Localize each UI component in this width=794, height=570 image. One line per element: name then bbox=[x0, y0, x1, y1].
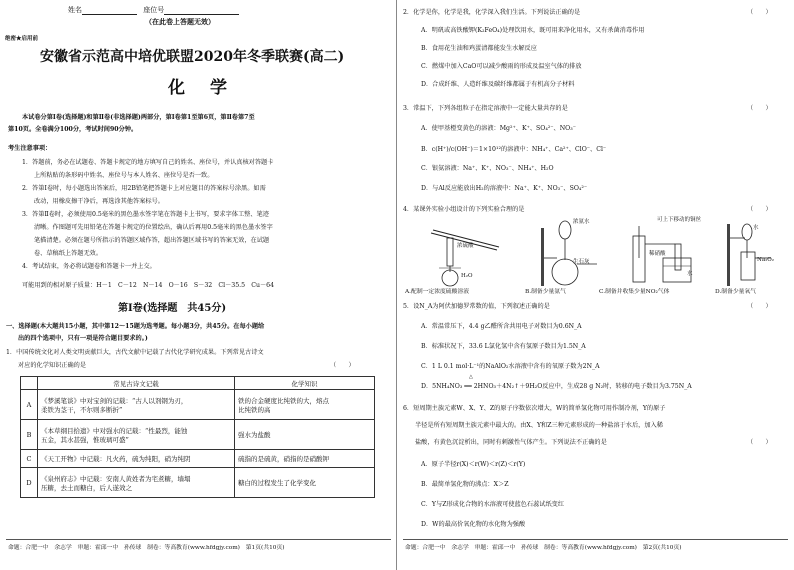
q4-stem: 4．某课外实验小组设计的下列实验合理的是 bbox=[403, 206, 525, 213]
q1-stem-line-1: 1．中国传统文化对人类文明贡献巨大，古代文献中记载了古代化学研究成果。下列常见古诗文 bbox=[6, 349, 264, 356]
cell-line: 强水为盐酸 bbox=[238, 431, 271, 439]
name-blank[interactable] bbox=[82, 6, 137, 15]
q3-option: C．银氨溶液：Na⁺、K⁺、NO₃⁻、NH₄⁺、H₂O bbox=[421, 165, 554, 172]
table-row bbox=[21, 450, 375, 468]
apparatus-d-water: 水 bbox=[753, 225, 759, 231]
q5-stem: 5．设N_A为阿伏加德罗常数的值，下列叙述正确的是 bbox=[403, 303, 550, 310]
exam-title: 安徽省示范高中培优联盟2020年冬季联赛(高二) bbox=[40, 49, 345, 65]
table-row bbox=[21, 468, 375, 498]
q5-answer-paren: （ ） bbox=[747, 303, 772, 310]
name-label: 姓名 bbox=[68, 6, 82, 14]
apparatus-caption-d: D.制备少量氧气 bbox=[715, 289, 757, 295]
q6-stem-line-2: 半径是所有短周期主族元素中最大的。由X、Y和Z三种元素形成的一种盐溶于水后，加入稀 bbox=[415, 422, 663, 429]
q3-answer-paren: （ ） bbox=[747, 105, 772, 112]
section1-desc-1: 一、选择题(本大题共15小题，其中第12～15题为选考题。每小题3分，共45分。在每小题给 bbox=[6, 323, 265, 330]
q6-stem-line-3: 盐酸，有黄色沉淀析出，同时有刺激性气体产生。下列说法不正确的是 bbox=[415, 439, 607, 446]
table-cell bbox=[235, 468, 375, 498]
q3-option: A．使甲基橙变黄色的溶液：Mg²⁺、K⁺、SO₄²⁻、NO₃⁻ bbox=[421, 125, 576, 132]
q6-answer-paren: （ ） bbox=[747, 439, 772, 446]
q5-option: B．标准状况下，33.6 L氯化氢中含有氢原子数目为1.5N_A bbox=[421, 343, 586, 350]
intro-line-1: 本试卷分第Ⅰ卷(选择题)和第Ⅱ卷(非选择题)两部分，第Ⅰ卷第1至第6页，第Ⅱ卷第7至 bbox=[22, 114, 255, 121]
exam-note: （在此卷上答题无效） bbox=[145, 17, 215, 26]
q5-option: D．5NH₄NO₃ ══ 2HNO₃＋4N₂↑＋9H₂O反应中，生成28 g N₂时，转移的电子数目为3.75N_A bbox=[421, 383, 692, 390]
secret-label: 绝密★启用前 bbox=[5, 36, 39, 42]
q4-answer-paren: （ ） bbox=[747, 206, 772, 213]
q2-option: C．燃煤中加入CaO可以减少酸雨的形成及温室气体的排放 bbox=[421, 63, 582, 70]
q6-option: B．最简单氢化物的沸点：X＞Z bbox=[421, 481, 509, 488]
apparatus-caption-c: C.制备并收集少量NO₂气体 bbox=[599, 289, 670, 295]
q2-answer-paren: （ ） bbox=[747, 9, 772, 16]
q3-option: D．与Al反应能放出H₂的溶液中：Na⁺、K⁺、NO₃⁻、SO₄²⁻ bbox=[421, 185, 588, 192]
q1-table bbox=[20, 376, 375, 498]
table-option: D bbox=[21, 468, 38, 498]
q2-option: D．合成纤维、人造纤维及碳纤维都属于有机高分子材料 bbox=[421, 81, 575, 88]
note-line: 1．答题前，务必在试题卷、答题卡规定的地方填写自己的姓名、座位号，并认真核对答题卡 bbox=[22, 159, 274, 166]
q6-option: D．W的最高价氧化物的水化物为强酸 bbox=[421, 521, 526, 528]
page-footer: 命题：合肥一中 余志学 审题：霍邱一中 孙传球 制卷：等高教育(www.hfdgjy.com) 第1页(共10页) bbox=[8, 545, 285, 551]
cell-line: 五金，其水甚强，惟玻璃可盛” bbox=[41, 435, 129, 444]
apparatus-b-reagent: 浓氨水 bbox=[573, 219, 590, 225]
table-cell bbox=[38, 450, 235, 468]
cell-line: 《梦溪笔谈》中对宝剑的记载：“古人以剂钢为刃， bbox=[41, 396, 188, 405]
cell-line: 糖白的过程发生了化学变化 bbox=[238, 479, 316, 487]
apparatus-d-diagram bbox=[717, 218, 787, 290]
note-line: 卷、草稿纸上答题无效。 bbox=[34, 250, 103, 257]
cell-line: 柔铁为茎干，不尔则多断折” bbox=[41, 405, 123, 414]
intro-line-2: 第10页。全卷满分100分，考试时间90分钟。 bbox=[8, 126, 138, 133]
cell-line: 硫指的是硫黄，硝指的是硝酸钾 bbox=[238, 455, 329, 463]
subject-title: 化 学 bbox=[168, 78, 231, 98]
q2-option: A．明矾或高铁酸钾(K₂FeO₄)处理饮用水，既可用来净化用水，又有杀菌消毒作用 bbox=[421, 27, 645, 34]
table-cell bbox=[235, 420, 375, 450]
footer-divider bbox=[403, 539, 788, 540]
q6-stem-line-1: 6．短周期主族元素W、X、Y、Z的原子序数依次增大，W的简单氢化物可用作制冷剂，Y的原子 bbox=[403, 405, 666, 412]
table-cell bbox=[38, 468, 235, 498]
q3-stem: 3．常温下，下列各组粒子在指定溶液中一定能大量共存的是 bbox=[403, 105, 568, 112]
table-header: 常见古诗文记载 bbox=[38, 377, 235, 390]
seat-label: 座位号 bbox=[143, 6, 165, 14]
q5-option: A．常温常压下，4.4 g乙醛所含共用电子对数目为0.6N_A bbox=[421, 323, 582, 330]
notes-title: 考生注意事项： bbox=[8, 145, 52, 152]
right-page bbox=[397, 0, 794, 570]
table-cell bbox=[38, 390, 235, 420]
cell-line: 比纯铁的高 bbox=[238, 405, 271, 414]
apparatus-d-solid: Na₂O₂ bbox=[757, 257, 775, 263]
page-footer: 命题：合肥一中 余志学 审题：霍邱一中 孙传球 制卷：等高教育(www.hfdgjy.com) 第2页(共10页) bbox=[405, 545, 682, 551]
cell-line: 《泉州府志》中记载：安南人黄姓者为宅煮糖，墙塌 bbox=[41, 474, 191, 483]
table-row bbox=[21, 390, 375, 420]
q1-answer-paren: （ ） bbox=[330, 362, 355, 369]
apparatus-caption-a: A.配制一定浓度硫酸溶液 bbox=[405, 289, 469, 295]
cell-line: 铁的合金硬度比纯铁的大，熔点 bbox=[238, 396, 329, 405]
section1-desc-2: 出的四个选项中，只有一项是符合题目要求的。) bbox=[18, 335, 148, 342]
apparatus-c-water: 水 bbox=[687, 271, 693, 277]
note-line: 上所粘贴的条形码中姓名、座位号与本人姓名、座位号是否一致。 bbox=[34, 172, 214, 179]
apparatus-b-solid: 生石灰 bbox=[573, 259, 590, 265]
table-row bbox=[21, 420, 375, 450]
apparatus-c-acid: 稀硝酸 bbox=[649, 251, 666, 257]
table-cell bbox=[235, 390, 375, 420]
atomic-masses: 可能用到的相对原子质量：H－1 C－12 N－14 O－16 S－32 Cl－35.5 Cu－64 bbox=[22, 282, 275, 289]
note-line: 3．答第Ⅱ卷时，必须使用0.5毫米的黑色墨水签字笔在答题卡上书写，要求字体工整、笔迹 bbox=[22, 211, 269, 218]
q5-option: C．1 L 0.1 mol·L⁻¹的NaAlO₂水溶液中含有的氧原子数为2N_A bbox=[421, 363, 600, 370]
note-line: 清晰。作图题可先用铅笔在答题卡规定的位置绘出，确认后再用0.5毫米的黑色墨水签字 bbox=[34, 224, 273, 231]
table-option: C bbox=[21, 450, 38, 468]
note-line: 4．考试结束，务必将试题卷和答题卡一并上交。 bbox=[22, 263, 156, 270]
footer-divider bbox=[6, 539, 391, 540]
note-line: 笔描清楚。必须在题号所指示的答题区域作答，超出答题区域书写的答案无效，在试题 bbox=[34, 237, 270, 244]
section1-title: 第Ⅰ卷(选择题 共45分) bbox=[118, 303, 227, 314]
table-corner bbox=[21, 377, 38, 390]
q6-option: C．Y与Z形成化合物的水溶液可使蓝色石蕊试纸变红 bbox=[421, 501, 565, 508]
apparatus-caption-b: B.制备少量氨气 bbox=[525, 289, 566, 295]
q5-reaction-condition: △ bbox=[469, 374, 473, 380]
note-line: 2．答第Ⅰ卷时，每小题选出答案后，用2B铅笔把答题卡上对应题目的答案标号涂黑。如需 bbox=[22, 185, 266, 192]
cell-line: 《本草纲目拾遗》中对强水的记载：“性最烈，能蚀 bbox=[41, 426, 188, 435]
q3-option: B．c(H⁺)/c(OH⁻)＝1×10¹²的溶液中：NH₄⁺、Ca²⁺、ClO⁻、Cl⁻ bbox=[421, 146, 607, 153]
cell-line: 《天工开物》中记载：凡火药，硫为纯阳，硝为纯阴 bbox=[41, 455, 191, 463]
seat-blank[interactable] bbox=[164, 6, 239, 15]
q2-stem: 2．化学是你，化学是我，化学深入我们生活。下列说法正确的是 bbox=[403, 9, 581, 16]
q1-stem-line-2: 对应的化学知识正确的是 bbox=[18, 362, 87, 369]
q2-option: B．食用花生油和鸡蛋清都能发生水解反应 bbox=[421, 45, 537, 52]
table-header: 化学知识 bbox=[235, 377, 375, 390]
q6-option: A．原子半径r(X)＜r(W)＜r(Z)＜r(Y) bbox=[421, 461, 526, 468]
note-line: 改动，用橡皮擦干净后，再选涂其他答案标号。 bbox=[34, 198, 164, 205]
apparatus-a-reagent: 浓硫酸 bbox=[457, 243, 474, 249]
apparatus-a-water: H₂O bbox=[461, 273, 473, 279]
table-option: A bbox=[21, 390, 38, 420]
table-cell bbox=[235, 450, 375, 468]
table-cell bbox=[38, 420, 235, 450]
cell-line: 压糖，去土而糖白，后人遂效之 bbox=[41, 483, 132, 492]
apparatus-c-top: 可上下移动的铜丝 bbox=[657, 217, 702, 223]
apparatus-b-diagram bbox=[537, 218, 607, 290]
table-option: B bbox=[21, 420, 38, 450]
name-field bbox=[68, 5, 239, 15]
